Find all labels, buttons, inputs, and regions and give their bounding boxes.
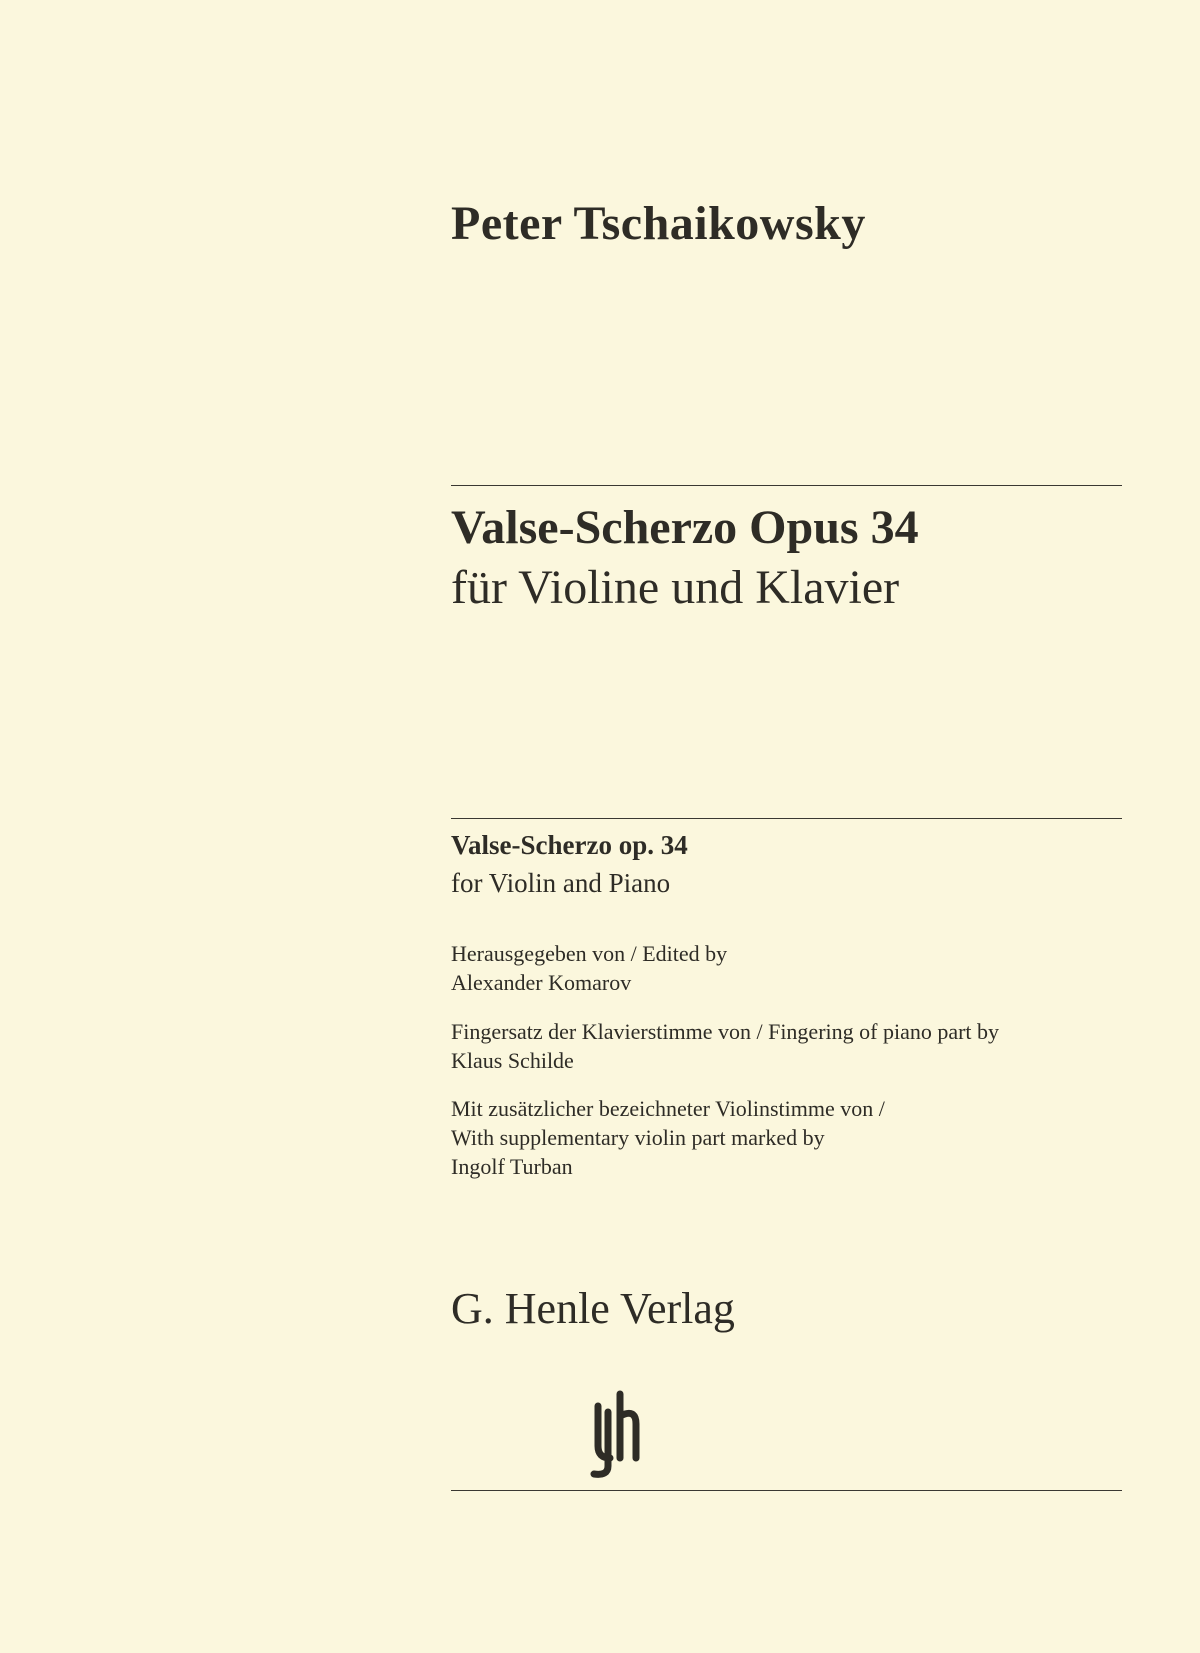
work-subtitle: für Violine und Klavier <box>451 561 900 614</box>
english-title: Valse-Scherzo op. 34 <box>451 830 688 860</box>
editor-name: Alexander Komarov <box>451 970 632 995</box>
violin-part-label-en: With supplementary violin part marked by <box>451 1125 825 1150</box>
divider-top <box>451 485 1122 486</box>
violin-part-name: Ingolf Turban <box>451 1154 573 1179</box>
work-title: Valse-Scherzo Opus 34 <box>451 501 919 554</box>
fingering-name: Klaus Schilde <box>451 1048 574 1073</box>
divider-middle <box>451 818 1122 819</box>
divider-bottom <box>451 1490 1122 1491</box>
english-subtitle: for Violin and Piano <box>451 868 671 898</box>
editor-label: Herausgegeben von / Edited by <box>451 941 728 966</box>
henle-gh-logo-icon <box>580 1388 660 1478</box>
composer-name: Peter Tschaikowsky <box>451 197 866 250</box>
violin-part-label-de: Mit zusätzlicher bezeichneter Violinstimme von / <box>451 1096 885 1121</box>
fingering-label: Fingersatz der Klavierstimme von / Fingering of piano part by <box>451 1019 1000 1044</box>
publisher-name: G. Henle Verlag <box>451 1284 735 1333</box>
